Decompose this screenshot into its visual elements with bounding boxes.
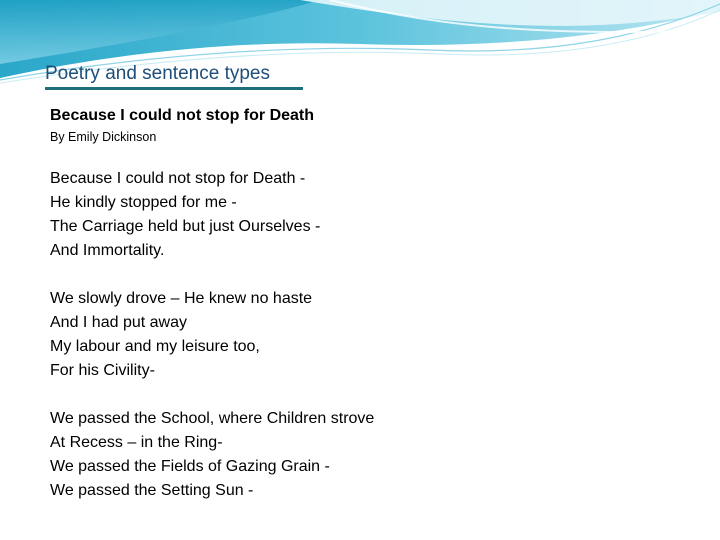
poem-line: And Immortality.: [50, 242, 165, 259]
poem-author: By Emily Dickinson: [50, 130, 157, 144]
stanza-3: [50, 407, 374, 503]
poem-line: For his Civility-: [50, 362, 155, 379]
poem-line: We passed the School, where Children strove: [50, 410, 375, 427]
poem-line: We passed the Setting Sun -: [50, 482, 254, 499]
title-underline: [45, 87, 303, 90]
poem-line: He kindly stopped for me -: [50, 194, 237, 211]
poem-line: The Carriage held but just Ourselves -: [50, 218, 321, 235]
stanza-1: [50, 167, 320, 263]
poem-line: My labour and my leisure too,: [50, 338, 260, 355]
stanza-2: [50, 287, 312, 383]
poem-line: Because I could not stop for Death -: [50, 170, 306, 187]
poem-title: Because I could not stop for Death: [50, 107, 315, 124]
poem-line: And I had put away: [50, 314, 187, 331]
poem-line: We slowly drove – He knew no haste: [50, 290, 313, 307]
slide-title: Poetry and sentence types: [45, 63, 270, 84]
poem-line: At Recess – in the Ring-: [50, 434, 223, 451]
poem-line: We passed the Fields of Gazing Grain -: [50, 458, 330, 475]
